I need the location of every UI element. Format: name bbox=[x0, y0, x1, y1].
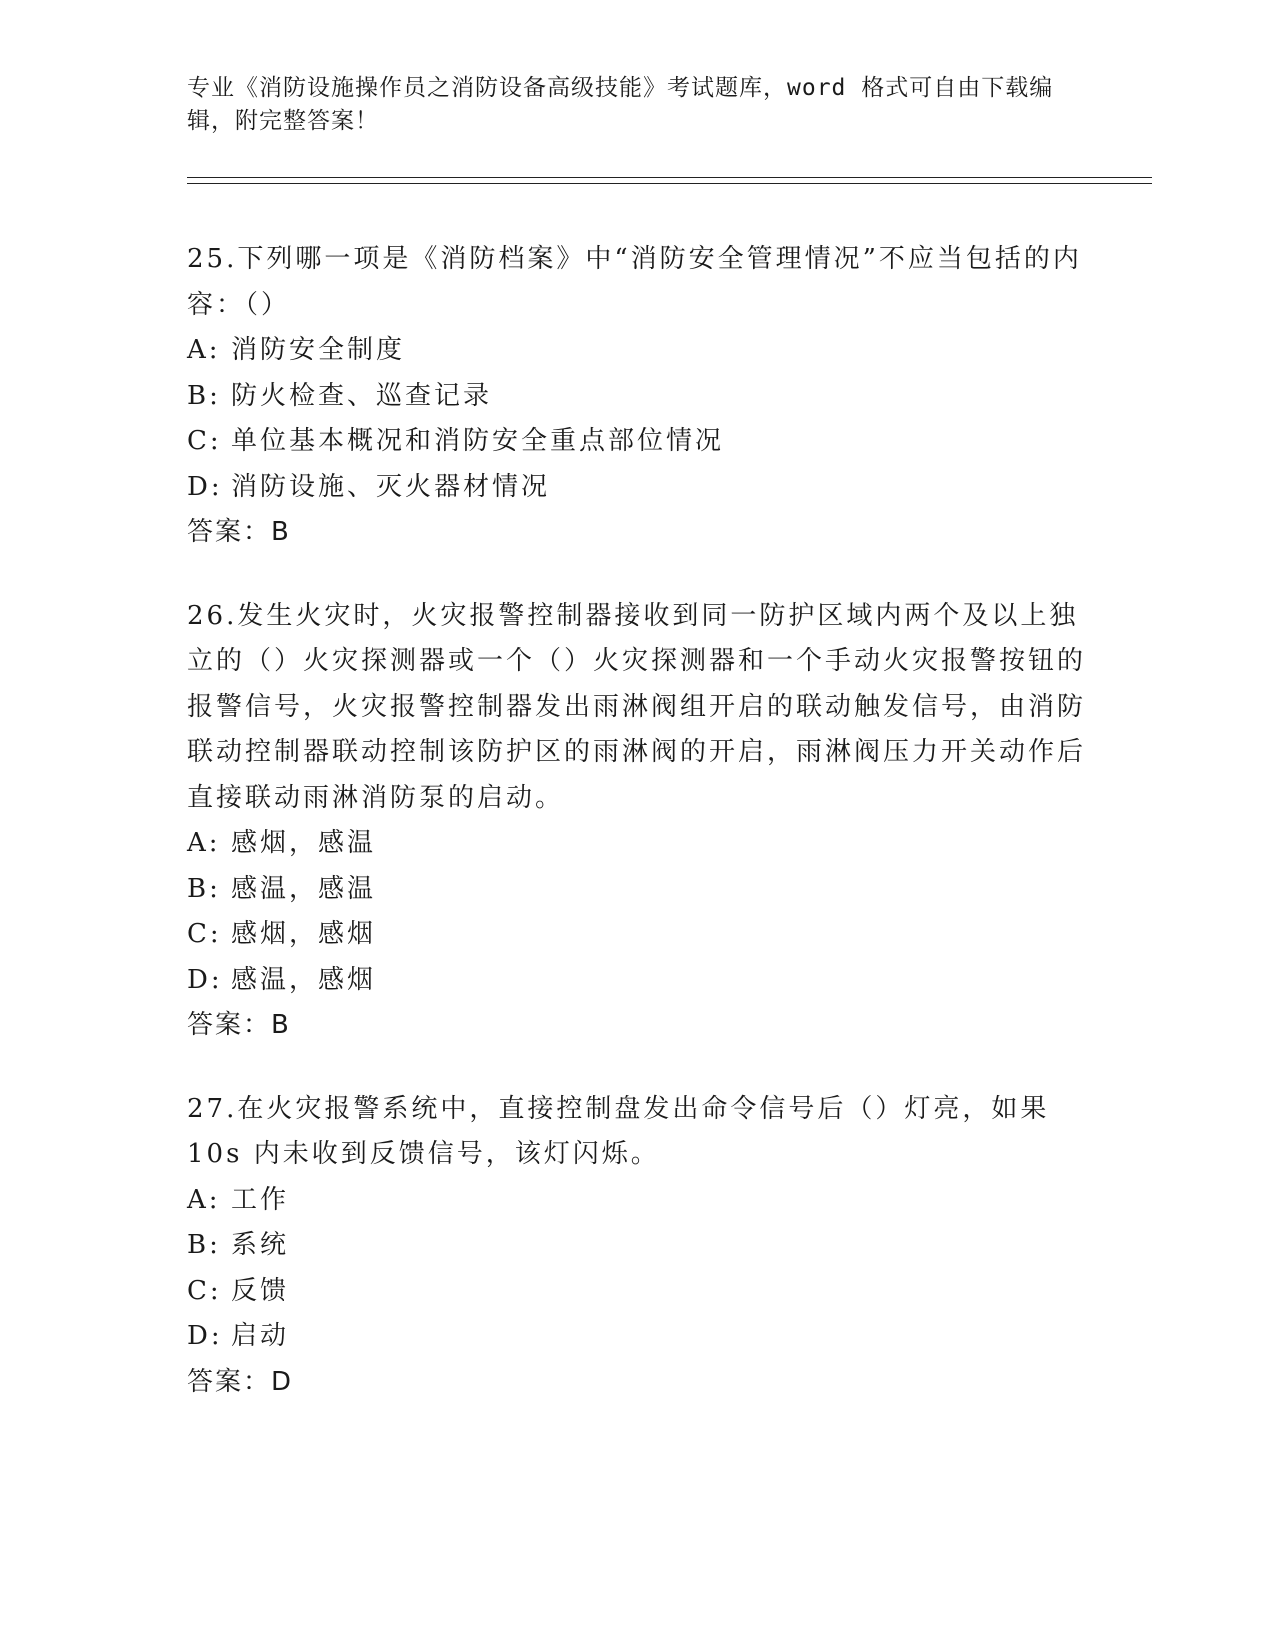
option-key: A: bbox=[187, 828, 221, 858]
option-c bbox=[187, 419, 1087, 465]
option-key: B: bbox=[187, 1230, 221, 1260]
option-text: 启动 bbox=[231, 1321, 290, 1351]
option-a bbox=[187, 1178, 1087, 1224]
option-a bbox=[187, 821, 1087, 867]
option-text: 感烟，感烟 bbox=[231, 919, 377, 949]
option-c bbox=[187, 912, 1087, 958]
option-text: 消防设施、灭火器材情况 bbox=[231, 471, 551, 502]
question-25 bbox=[187, 237, 1087, 556]
option-key: A: bbox=[187, 1184, 221, 1215]
option-text: 系统 bbox=[231, 1230, 290, 1260]
option-d bbox=[187, 465, 1087, 511]
question-stem: 27.在火灾报警系统中，直接控制盘发出命令信号后（）灯亮，如果10s 内未收到反馈信号，该灯闪烁。 bbox=[187, 1093, 1050, 1169]
option-key: D: bbox=[187, 964, 223, 995]
option-text: 感温，感温 bbox=[231, 873, 377, 904]
option-key: B: bbox=[187, 380, 221, 411]
option-text: 感温，感烟 bbox=[231, 964, 377, 995]
question-stem: 26.发生火灾时，火灾报警控制器接收到同一防护区域内两个及以上独立的（）火灾探测器或一个（）火灾探测器和一个手动火灾报警按钮的报警信号，火灾报警控制器发出雨淋阀组开启的联动触发信号，由消防联动控制器联动控制该防护区的雨淋阀的开启，雨淋阀压力开关动作后直接联动雨淋消防泵的启动。 bbox=[187, 600, 1087, 813]
option-d bbox=[187, 958, 1087, 1004]
option-text: 工作 bbox=[231, 1184, 290, 1215]
option-key: B: bbox=[187, 873, 221, 904]
option-text: 防火检查、巡查记录 bbox=[231, 380, 493, 411]
option-text: 单位基本概况和消防安全重点部位情况 bbox=[231, 426, 725, 456]
answer: 答案：D bbox=[187, 1366, 294, 1397]
option-b bbox=[187, 374, 1087, 420]
option-text: 感烟，感温 bbox=[231, 828, 377, 858]
option-a bbox=[187, 328, 1087, 374]
header-divider-bottom bbox=[187, 183, 1152, 184]
document-header: 专业《消防设施操作员之消防设备高级技能》考试题库，word 格式可自由下载编辑，附完整答案！ bbox=[187, 75, 1054, 134]
question-list bbox=[187, 237, 1087, 1443]
option-c bbox=[187, 1269, 1087, 1315]
option-b bbox=[187, 867, 1087, 913]
answer: 答案：B bbox=[187, 517, 291, 547]
answer: 答案：B bbox=[187, 1010, 291, 1040]
question-26 bbox=[187, 594, 1087, 1049]
option-text: 反馈 bbox=[231, 1275, 290, 1306]
option-key: A: bbox=[187, 335, 221, 365]
header-divider-top bbox=[187, 177, 1152, 178]
option-key: C: bbox=[187, 919, 222, 949]
question-stem: 25.下列哪一项是《消防档案》中“消防安全管理情况”不应当包括的内容：（） bbox=[187, 244, 1082, 320]
option-key: D: bbox=[187, 1321, 223, 1351]
option-text: 消防安全制度 bbox=[231, 335, 406, 365]
question-27 bbox=[187, 1087, 1087, 1406]
option-key: C: bbox=[187, 426, 222, 456]
option-key: D: bbox=[187, 471, 223, 502]
option-key: C: bbox=[187, 1275, 222, 1306]
option-d bbox=[187, 1314, 1087, 1360]
option-b bbox=[187, 1223, 1087, 1269]
